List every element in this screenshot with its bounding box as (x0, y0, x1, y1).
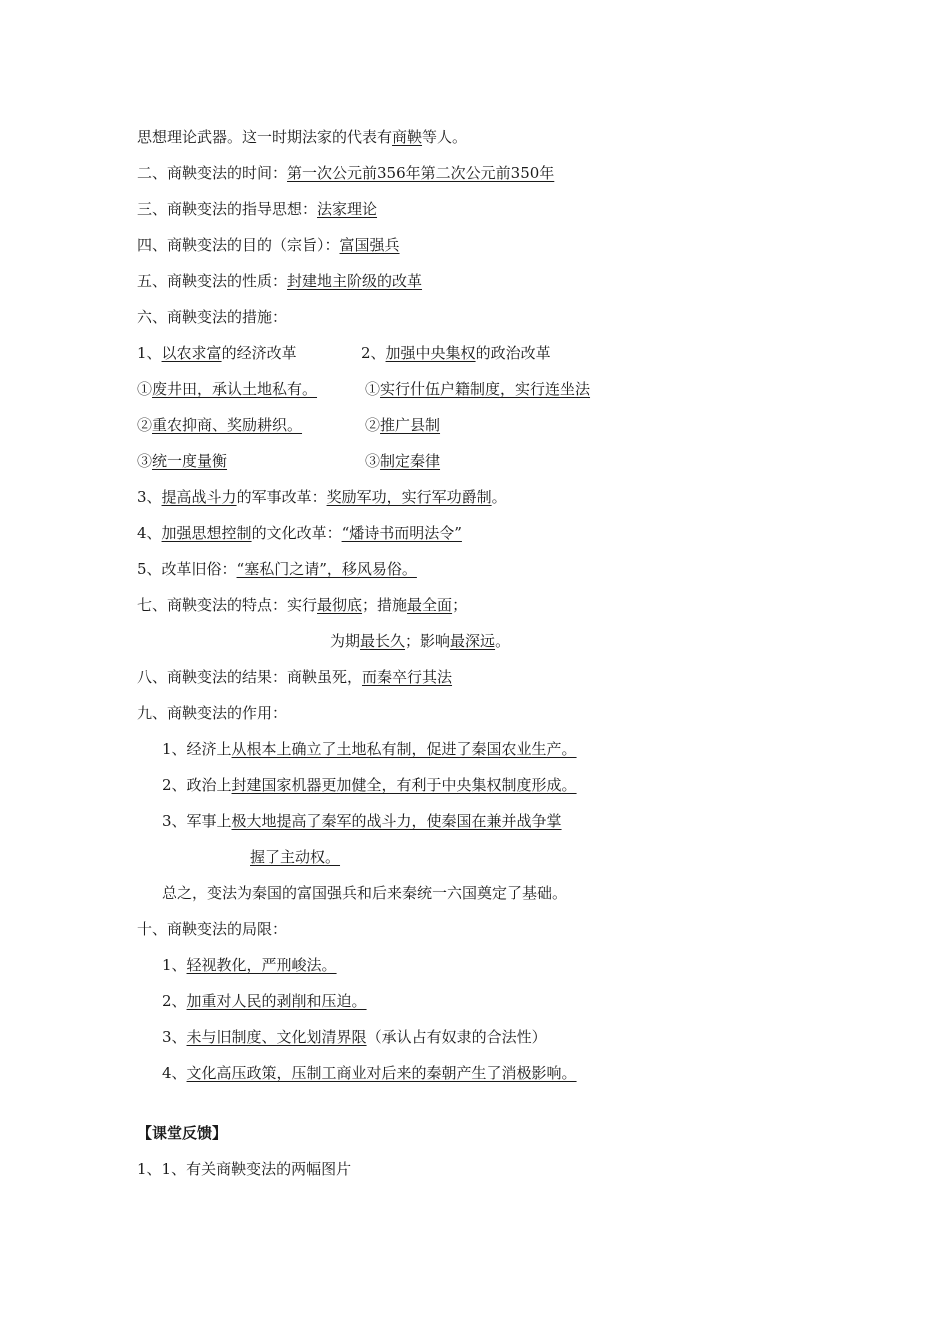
text-line (162, 774, 577, 796)
text: 的文化改革： (251, 524, 342, 542)
text-line (137, 1158, 351, 1180)
text-line (162, 954, 337, 976)
underlined-answer: “燔诗书而明法令” (341, 524, 462, 542)
text-line (137, 270, 422, 292)
text: 2、 (162, 992, 187, 1010)
text: 2、政治上 (162, 776, 232, 794)
text-line (162, 810, 562, 832)
underlined-answer: 极大地提高了秦军的战斗力，使秦国在兼并战争掌 (231, 812, 562, 830)
text: 4、 (137, 524, 162, 542)
underlined-answer: 奖励军功，实行军功爵制 (326, 488, 492, 506)
text: 1、 (137, 344, 162, 362)
text-line (162, 990, 367, 1012)
text-line (137, 594, 467, 616)
text: 的经济改革 (221, 344, 297, 362)
text: 1、 (162, 956, 187, 974)
text-line (137, 702, 287, 724)
text-line (137, 666, 452, 688)
text: ② (137, 416, 153, 434)
underlined-answer: 文化高压政策，压制工商业对后来的秦朝产生了消极影响。 (186, 1064, 577, 1082)
text-line (137, 198, 377, 220)
underlined-answer: 提高战斗力 (161, 488, 237, 506)
text-line (365, 414, 440, 436)
text-line (137, 378, 317, 400)
underlined-answer: 废井田，承认土地私有。 (152, 380, 318, 398)
text-line (137, 450, 227, 472)
underlined-answer: 商鞅 (392, 128, 423, 146)
text: 1、1、有关商鞅变法的两幅图片 (137, 1160, 352, 1178)
text: ；影响 (405, 632, 451, 650)
text: 二、商鞅变法的时间： (137, 164, 288, 182)
text-line (162, 1062, 577, 1084)
underlined-answer: 加强思想控制 (161, 524, 252, 542)
text: 八、商鞅变法的结果：商鞅虽死， (137, 668, 363, 686)
text-line (137, 306, 287, 328)
underlined-answer: 以农求富 (161, 344, 222, 362)
text: 总之，变法为秦国的富国强兵和后来秦统一六国奠定了基础。 (162, 884, 568, 902)
text: 七、商鞅变法的特点：实行 (137, 596, 318, 614)
underlined-answer: 最深远 (450, 632, 496, 650)
underlined-answer: 握了主动权。 (250, 848, 341, 866)
section-heading: 【课堂反馈】 (137, 1124, 228, 1142)
text: ② (365, 416, 381, 434)
text-line (330, 630, 510, 652)
text: ； (452, 596, 468, 614)
text: 思想理论武器。这一时期法家的代表有 (137, 128, 393, 146)
text: 的军事改革： (236, 488, 327, 506)
underlined-answer: 实行什伍户籍制度，实行连坐法 (380, 380, 591, 398)
underlined-answer: 而秦卒行其法 (362, 668, 453, 686)
text: 。 (491, 488, 507, 506)
text: 等人。 (422, 128, 468, 146)
text: 三、商鞅变法的指导思想： (137, 200, 318, 218)
underlined-answer: 最全面 (407, 596, 453, 614)
text: 3、军事上 (162, 812, 232, 830)
underlined-answer: 加强中央集权 (385, 344, 476, 362)
text-line (162, 882, 567, 904)
text-line (162, 1026, 547, 1048)
text: 四、商鞅变法的目的（宗旨）： (137, 236, 340, 254)
text: 4、 (162, 1064, 187, 1082)
text-line (137, 486, 507, 508)
text: 九、商鞅变法的作用： (137, 704, 288, 722)
text: 5、改革旧俗： (137, 560, 237, 578)
text-line (137, 126, 467, 148)
underlined-answer: 重农抑商、奖励耕织。 (152, 416, 303, 434)
underlined-answer: 推广县制 (380, 416, 441, 434)
text-line (137, 342, 297, 364)
text-line (137, 522, 462, 544)
underlined-answer: 富国强兵 (339, 236, 400, 254)
text-line (137, 918, 287, 940)
text: 为期 (330, 632, 361, 650)
text: ① (365, 380, 381, 398)
underlined-answer: 未与旧制度、文化划清界限 (186, 1028, 367, 1046)
underlined-answer: 最长久 (360, 632, 406, 650)
text: 1、经济上 (162, 740, 232, 758)
underlined-answer: 从根本上确立了土地私有制，促进了秦国农业生产。 (231, 740, 577, 758)
text: 2、 (361, 344, 386, 362)
text-line (137, 558, 417, 580)
text: ；措施 (362, 596, 408, 614)
text-line (365, 378, 590, 400)
text: 3、 (162, 1028, 187, 1046)
text: 3、 (137, 488, 162, 506)
text-line (250, 846, 340, 868)
underlined-answer: “塞私门之请”，移风易俗。 (236, 560, 417, 578)
text-line (162, 738, 577, 760)
text-line (137, 234, 400, 256)
underlined-answer: 最彻底 (317, 596, 363, 614)
underlined-answer: 封建国家机器更加健全，有利于中央集权制度形成。 (231, 776, 577, 794)
text: ③ (365, 452, 381, 470)
underlined-answer: 第一次公元前356年第二次公元前350年 (287, 164, 555, 182)
underlined-answer: 法家理论 (317, 200, 378, 218)
text-line (361, 342, 551, 364)
text: 十、商鞅变法的局限： (137, 920, 288, 938)
text: 五、商鞅变法的性质： (137, 272, 288, 290)
underlined-answer: 制定秦律 (380, 452, 441, 470)
text: ③ (137, 452, 153, 470)
text-line (137, 414, 302, 436)
text: 的政治改革 (475, 344, 551, 362)
underlined-answer: 加重对人民的剥削和压迫。 (186, 992, 367, 1010)
underlined-answer: 统一度量衡 (152, 452, 228, 470)
underlined-answer: 轻视教化，严刑峻法。 (186, 956, 337, 974)
text: 。 (495, 632, 511, 650)
text-line (365, 450, 440, 472)
text-line (137, 162, 554, 184)
text: ① (137, 380, 153, 398)
underlined-answer: 封建地主阶级的改革 (287, 272, 423, 290)
text: 六、商鞅变法的措施： (137, 308, 288, 326)
text: （承认占有奴隶的合法性） (366, 1028, 547, 1046)
